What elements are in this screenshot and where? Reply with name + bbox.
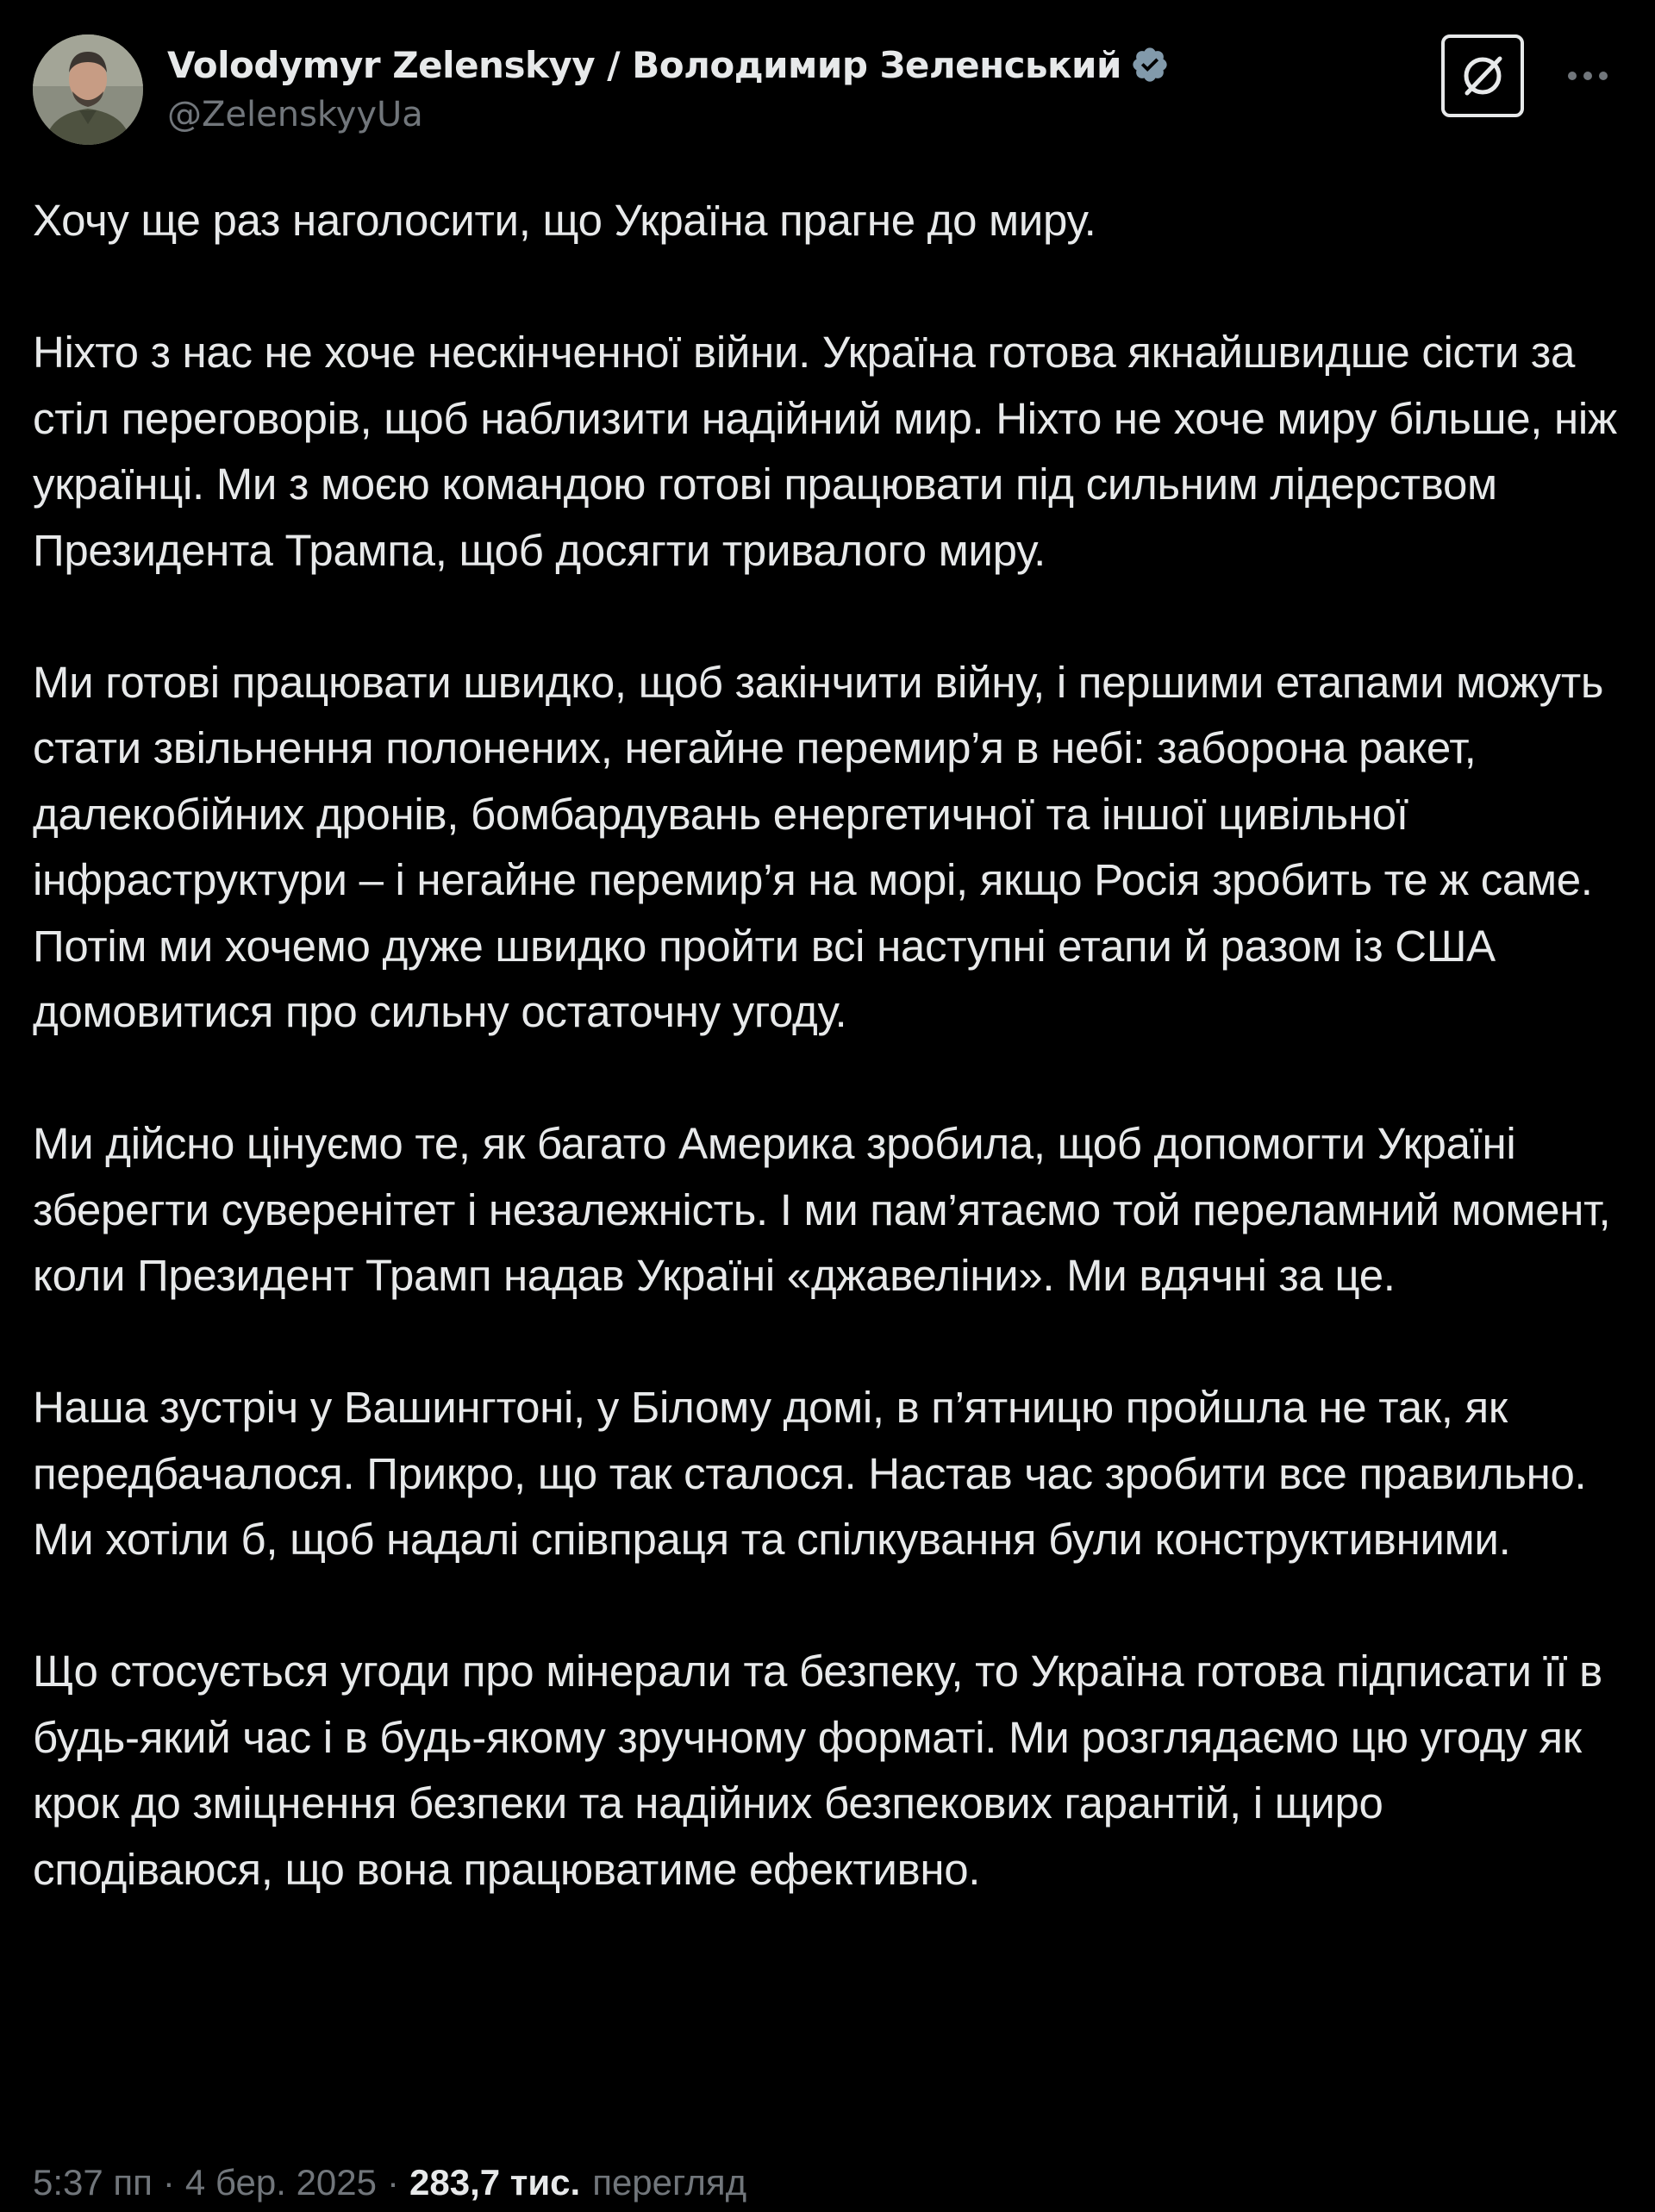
grok-button[interactable]	[1441, 34, 1524, 117]
views-label: перегляд	[592, 2162, 747, 2203]
meta-separator: ·	[162, 2162, 175, 2203]
grok-icon	[1457, 50, 1508, 102]
person-avatar-icon	[33, 34, 143, 145]
verified-badge-icon[interactable]	[1130, 45, 1170, 84]
paragraph-1: Хочу ще раз наголосити, що Україна прагне до миру.	[33, 196, 1096, 245]
display-name[interactable]: Volodymyr Zelenskyy / Володимир Зеленський	[167, 43, 1121, 86]
paragraph-4: Ми дійсно цінуємо те, як багато Америка зробила, щоб допомогти Україні зберегти суверенітет і незалежність. І ми пам’ятаємо той переламний момент, коли Президент Трамп надав Україні «джавеліни». Ми вдячні за це.	[33, 1119, 1611, 1300]
display-name-row	[167, 38, 1202, 91]
paragraph-5: Наша зустріч у Вашингтоні, у Білому домі, в п’ятницю пройшла не так, як передбачалося. Прикро, що так сталося. Настав час зробити все правильно. Ми хотіли б, щоб надалі співпраця та спілкування були конструктивними.	[33, 1383, 1587, 1564]
author-names	[167, 38, 1202, 134]
post-time[interactable]: 5:37 пп	[33, 2162, 153, 2203]
author-handle[interactable]: @ZelenskyyUa	[167, 95, 423, 134]
more-dots-icon	[1565, 69, 1610, 83]
post-date[interactable]: 4 бер. 2025	[184, 2162, 378, 2203]
more-options-button[interactable]	[1555, 43, 1621, 109]
tweet-header	[33, 34, 1619, 147]
views-count[interactable]: 283,7 тис.	[409, 2162, 581, 2203]
paragraph-6: Що стосується угоди про мінерали та безпеку, то Україна готова підписати її в будь-який час і в будь-якому зручному форматі. Ми розглядаємо цю угоду як крок до зміцнення безпеки та надійних безпекових гарантій, і щиро сподіваюся, що вона працюватиме ефективно.	[33, 1647, 1602, 1894]
meta-separator: ·	[387, 2162, 400, 2203]
tweet-text	[33, 188, 1624, 1903]
paragraph-2: Ніхто з нас не хоче нескінченної війни. Україна готова якнайшвидше сісти за стіл переговорів, щоб наблизити надійний мир. Ніхто не хоче миру більше, ніж українці. Ми з моєю командою готові працювати під сильним лідерством Президента Трампа, щоб досягти тривалого миру.	[33, 328, 1617, 575]
paragraph-3: Ми готові працювати швидко, щоб закінчити війну, і першими етапами можуть стати звільнення полонених, негайне перемир’я в небі: заборона ракет, далекобійних дронів, бомбардувань енергетичної та іншої цивільної інфраструктури – і негайне перемир’я на морі, якщо Росія зробить те ж саме. Потім ми хочемо дуже швидко пройти всі наступні етапи й разом із США домовитися про сильну остаточну угоду.	[33, 657, 1604, 1036]
tweet-meta	[33, 2162, 746, 2210]
avatar[interactable]	[33, 34, 143, 145]
